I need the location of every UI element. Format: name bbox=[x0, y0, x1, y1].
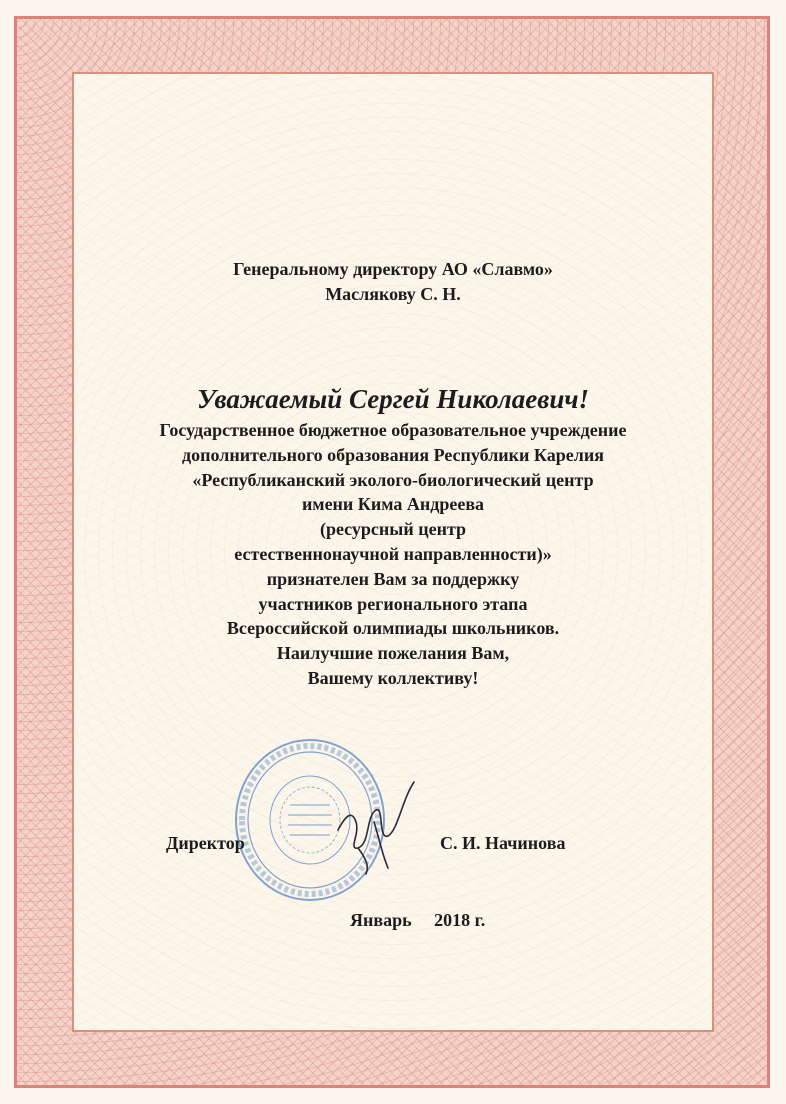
body-line: участников регионального этапа bbox=[258, 593, 528, 614]
body-line: Вашему коллективу! bbox=[307, 667, 479, 688]
addressee-line: Генеральному директору АО «Славмо» bbox=[233, 259, 553, 279]
letter-body bbox=[0, 418, 786, 691]
body-line: признателен Вам за поддержку bbox=[266, 568, 520, 589]
body-line: естественнонаучной направленности)» bbox=[234, 543, 552, 564]
body-line: дополнительного образования Республики Карелия bbox=[182, 444, 604, 465]
signatory-name: С. И. Начинова bbox=[440, 833, 566, 853]
signatory-title: Директор bbox=[166, 833, 245, 853]
addressee-block bbox=[0, 257, 786, 307]
body-line: Государственное бюджетное образовательное учреждение bbox=[159, 420, 627, 440]
greeting: Уважаемый Сергей Николаевич! bbox=[196, 384, 590, 414]
body-line: (ресурсный центр bbox=[319, 519, 467, 540]
body-line: Наилучшие пожелания Вам, bbox=[276, 643, 510, 664]
handwritten-signature bbox=[318, 770, 428, 880]
body-line: имени Кима Андреева bbox=[301, 494, 485, 515]
letter-date: Январь 2018 г. bbox=[350, 910, 486, 930]
body-line: Всероссийской олимпиады школьников. bbox=[226, 618, 560, 639]
body-line: «Республиканский эколого-биологический центр bbox=[192, 469, 594, 490]
addressee-line: Маслякову С. Н. bbox=[325, 283, 461, 304]
